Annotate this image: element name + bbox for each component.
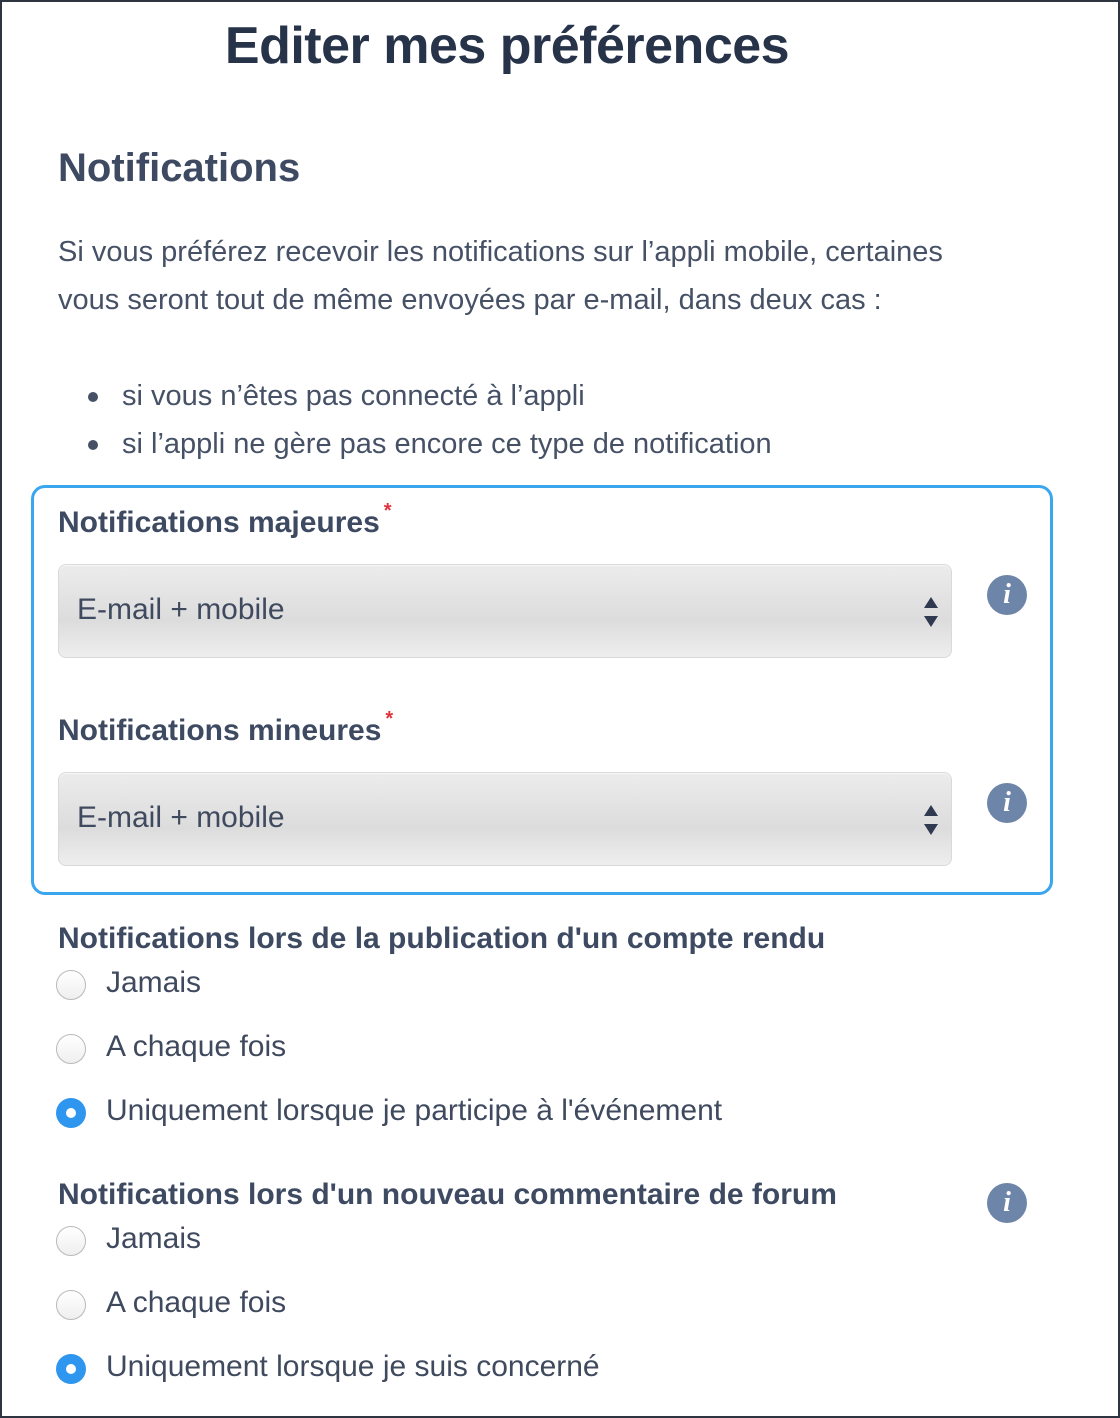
required-marker: *	[383, 500, 392, 522]
bullet-text: si l’appli ne gère pas encore ce type de notification	[122, 428, 772, 460]
major-notifications-selected-value: E-mail + mobile	[77, 593, 285, 626]
radio-button-checked[interactable]	[56, 1098, 86, 1128]
report-publication-label: Notifications lors de la publication d'un compte rendu	[58, 922, 826, 955]
radio-button[interactable]	[56, 1226, 86, 1256]
info-icon[interactable]: i	[987, 783, 1027, 823]
radio-label: Jamais	[106, 1222, 202, 1255]
radio-button[interactable]	[56, 970, 86, 1000]
minor-notifications-label-text: Notifications mineures	[58, 714, 382, 747]
major-notifications-select[interactable]	[58, 564, 952, 658]
bullet-dot	[88, 440, 98, 450]
radio-label: Uniquement lorsque je participe à l'événement	[106, 1094, 723, 1127]
bullet-item	[58, 372, 772, 420]
major-notifications-label	[58, 500, 392, 540]
bullet-item	[58, 420, 772, 468]
bullet-text: si vous n’êtes pas connecté à l’appli	[122, 380, 585, 412]
radio-button[interactable]	[56, 1290, 86, 1320]
radio-label: A chaque fois	[106, 1286, 287, 1319]
required-marker: *	[385, 708, 394, 730]
page-title: Editer mes préférences	[224, 17, 790, 75]
minor-notifications-select[interactable]	[58, 772, 952, 866]
arrow-up-icon	[924, 597, 938, 608]
notifications-bullet-list	[58, 372, 772, 468]
bullet-dot	[88, 392, 98, 402]
radio-button[interactable]	[56, 1034, 86, 1064]
info-icon[interactable]: i	[987, 575, 1027, 615]
major-notifications-label-text: Notifications majeures	[58, 506, 380, 539]
radio-label: Uniquement lorsque je suis concerné	[106, 1350, 600, 1383]
radio-label: Jamais	[106, 966, 202, 999]
minor-notifications-selected-value: E-mail + mobile	[77, 801, 285, 834]
minor-notifications-label	[58, 708, 394, 748]
arrow-down-icon	[924, 616, 938, 627]
select-arrows-icon	[923, 597, 939, 627]
arrow-up-icon	[924, 805, 938, 816]
info-icon[interactable]: i	[987, 1183, 1027, 1223]
select-arrows-icon	[923, 805, 939, 835]
notifications-heading: Notifications	[58, 146, 301, 190]
radio-button-checked[interactable]	[56, 1354, 86, 1384]
forum-comment-label: Notifications lors d'un nouveau commentaire de forum	[58, 1178, 837, 1211]
radio-label: A chaque fois	[106, 1030, 287, 1063]
notifications-intro: Si vous préférez recevoir les notifications sur l’appli mobile, certaines vous seront tout de même envoyées par e-mail, dans deux cas :	[58, 236, 943, 316]
arrow-down-icon	[924, 824, 938, 835]
